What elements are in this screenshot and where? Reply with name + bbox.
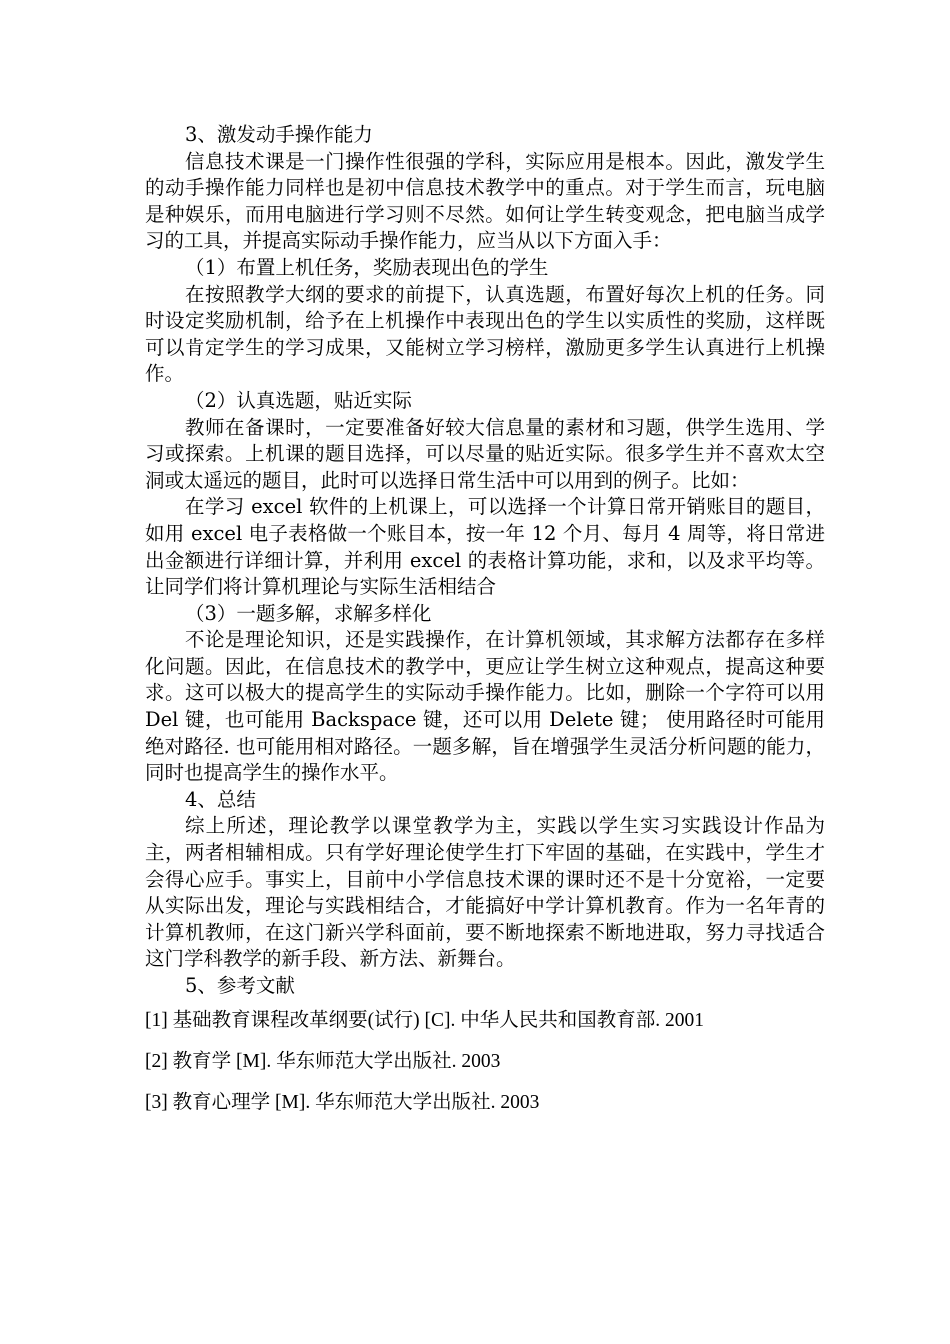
- item-1-body: 在按照教学大纲的要求的前提下，认真选题，布置好每次上机的任务。同时设定奖励机制，给予在上机操作中表现出色的学生以实质性的奖励，这样既可以肯定学生的学习成果，又能树立学习榜样，激励更多学生认真进行上机操作。: [145, 282, 825, 386]
- reference-list: [145, 1008, 825, 1116]
- item-2-body-1: 教师在备课时，一定要准备好较大信息量的素材和习题，供学生选用、学习或探索。上机课的题目选择，可以尽量的贴近实际。很多学生并不喜欢太空洞或太遥远的题目，此时可以选择日常生活中可以用到的例子。比如：: [145, 415, 825, 492]
- reference-item-2: [2] 教育学 [M]. 华东师范大学出版社. 2003: [145, 1050, 501, 1072]
- section-3-heading: 3、激发动手操作能力: [185, 123, 373, 146]
- section-4-heading: 4、总结: [185, 787, 256, 811]
- item-2-title: （2）认真选题，贴近实际: [185, 388, 412, 412]
- item-3-body: 不论是理论知识，还是实践操作，在计算机领域，其求解方法都存在多样化问题。因此，在信息技术的教学中，更应让学生树立这种观点，提高这种要求。这可以极大的提高学生的实际动手操作能力。比如，删除一个字符可以用 Del 键，也可能用 Backspace 键，还可以用 Delete 键； 使用路径时可能用绝对路径. 也可能用相对路径。一题多解，旨在增强学生灵活分析问题的能力，同时也提高学生的操作水平。: [145, 628, 825, 785]
- item-1-title: （1）布置上机任务，奖励表现出色的学生: [185, 255, 549, 279]
- item-3-title: （3）一题多解，求解多样化: [185, 601, 432, 625]
- section-3-intro: 信息技术课是一门操作性很强的学科，实际应用是根本。因此，激发学生的动手操作能力同样也是初中信息技术教学中的重点。对于学生而言，玩电脑是种娱乐，而用电脑进行学习则不尽然。如何让学生转变观念，把电脑当成学习的工具，并提高实际动手操作能力，应当从以下方面入手：: [145, 149, 825, 253]
- section-4-body: 综上所述，理论教学以课堂教学为主，实践以学生实习实践设计作品为主，两者相辅相成。只有学好理论使学生打下牢固的基础，在实践中，学生才会得心应手。事实上，目前中小学信息技术课的课时还不是十分宽裕，一定要从实际出发，理论与实践相结合，才能搞好中学计算机教育。作为一名年青的计算机教师，在这门新兴学科面前，要不断地探索不断地进取，努力寻找适合这门学科教学的新手段、新方法、新舞台。: [145, 814, 825, 971]
- section-5-heading: 5、参考文献: [185, 974, 295, 997]
- reference-item-1: [1] 基础教育课程改革纲要(试行) [C]. 中华人民共和国教育部. 2001: [145, 1009, 704, 1031]
- item-2-body-2: 在学习 excel 软件的上机课上，可以选择一个计算日常开销账目的题目，如用 excel 电子表格做一个账目本，按一年 12 个月、每月 4 周等，将日常进出金额进行详细计算，并利用 excel 的表格计算功能，求和，以及求平均等。让同学们将计算机理论与实际生活相结合: [145, 495, 825, 599]
- document-page: [145, 122, 825, 1131]
- reference-item-3: [3] 教育心理学 [M]. 华东师范大学出版社. 2003: [145, 1091, 540, 1113]
